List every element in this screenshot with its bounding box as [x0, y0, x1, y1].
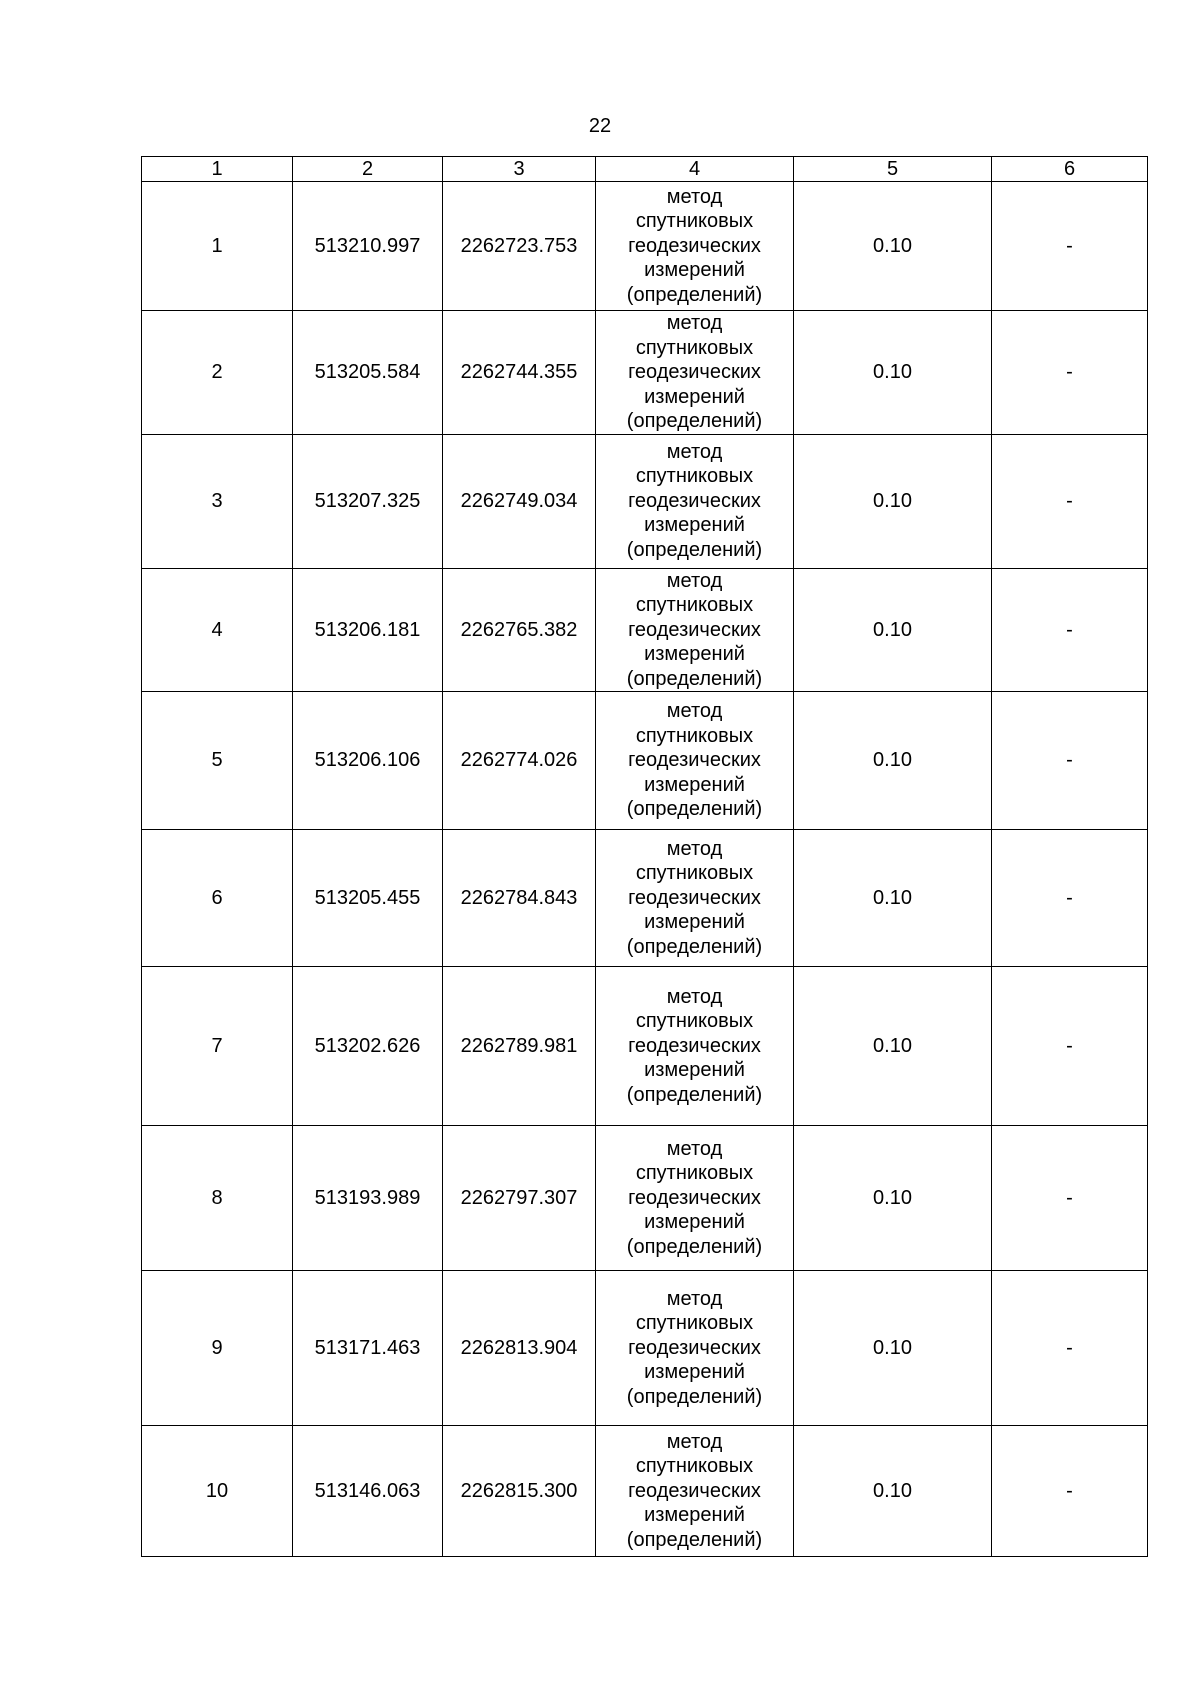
method-line: геодезических	[628, 361, 761, 383]
method-line: измерений	[644, 1504, 745, 1527]
method-cell	[596, 1126, 794, 1271]
coordinate-x-cell: 513146.063	[293, 1426, 443, 1557]
note-cell: -	[992, 692, 1148, 830]
method-line: спутниковых	[635, 1162, 754, 1185]
method-line: (определений)	[626, 283, 763, 306]
method-line: (определений)	[626, 935, 763, 958]
coordinate-y-cell: 2262784.843	[443, 830, 596, 967]
method-line: геодезических	[628, 618, 761, 641]
accuracy-cell: 0.10	[794, 1426, 992, 1557]
point-number-cell: 3	[142, 434, 293, 568]
method-cell	[596, 830, 794, 967]
coordinate-y-cell: 2262813.904	[443, 1271, 596, 1426]
method-line: метод	[666, 569, 723, 592]
coordinate-y-cell: 2262765.382	[443, 568, 596, 692]
method-line: (определений)	[626, 1528, 763, 1551]
method-line: (определений)	[626, 667, 763, 690]
note-cell: -	[992, 434, 1148, 568]
coordinate-x-cell: 513202.626	[293, 967, 443, 1126]
table-row	[142, 1271, 1148, 1426]
method-line: геодезических	[628, 489, 761, 512]
method-line: геодезических	[628, 886, 761, 909]
method-line: измерений	[644, 773, 745, 796]
coordinate-y-cell: 2262797.307	[443, 1126, 596, 1271]
coordinate-y-cell: 2262723.753	[443, 182, 596, 311]
table-row	[142, 182, 1148, 311]
coordinate-y-cell: 2262789.981	[443, 967, 596, 1126]
method-line: метод	[666, 312, 723, 334]
page-number: 22	[588, 115, 612, 137]
method-cell	[596, 434, 794, 568]
point-number-cell: 5	[142, 692, 293, 830]
method-line: метод	[666, 1137, 723, 1160]
method-line: (определений)	[626, 1083, 763, 1106]
point-number-cell: 9	[142, 1271, 293, 1426]
column-header: 2	[293, 157, 443, 182]
method-cell	[596, 1271, 794, 1426]
method-line: геодезических	[628, 1034, 761, 1057]
accuracy-cell: 0.10	[794, 830, 992, 967]
note-cell: -	[992, 1426, 1148, 1557]
method-line: геодезических	[628, 1186, 761, 1209]
method-line: метод	[666, 837, 723, 860]
table-row	[142, 311, 1148, 435]
method-line: (определений)	[626, 1235, 763, 1258]
coordinate-y-cell: 2262774.026	[443, 692, 596, 830]
method-line: спутниковых	[635, 1010, 754, 1033]
method-line: измерений	[644, 514, 745, 537]
method-line: спутниковых	[635, 1312, 754, 1335]
accuracy-cell: 0.10	[794, 1271, 992, 1426]
note-cell: -	[992, 967, 1148, 1126]
method-line: геодезических	[628, 1336, 761, 1359]
column-header: 3	[443, 157, 596, 182]
accuracy-cell: 0.10	[794, 568, 992, 692]
note-cell: -	[992, 311, 1148, 435]
accuracy-cell: 0.10	[794, 434, 992, 568]
column-header: 5	[794, 157, 992, 182]
table-row	[142, 830, 1148, 967]
table-header-row	[142, 157, 1148, 182]
method-line: метод	[666, 1430, 723, 1453]
method-cell	[596, 568, 794, 692]
method-line: измерений	[644, 1059, 745, 1082]
point-number-cell: 6	[142, 830, 293, 967]
table-body	[142, 182, 1148, 1557]
method-line: (определений)	[626, 798, 763, 821]
point-number-cell: 1	[142, 182, 293, 311]
method-line: спутниковых	[635, 862, 754, 885]
note-cell: -	[992, 1271, 1148, 1426]
point-number-cell: 10	[142, 1426, 293, 1557]
coordinates-table	[141, 156, 1148, 1557]
method-cell	[596, 1426, 794, 1557]
method-line: измерений	[644, 911, 745, 934]
accuracy-cell: 0.10	[794, 967, 992, 1126]
coordinate-x-cell: 513171.463	[293, 1271, 443, 1426]
method-line: измерений	[644, 1211, 745, 1234]
accuracy-cell: 0.10	[794, 692, 992, 830]
point-number-cell: 2	[142, 311, 293, 435]
column-header: 1	[142, 157, 293, 182]
method-line: метод	[666, 1287, 723, 1310]
table-row	[142, 1126, 1148, 1271]
method-line: измерений	[644, 385, 745, 408]
method-line: измерений	[644, 259, 745, 282]
table-row	[142, 1426, 1148, 1557]
coordinate-x-cell: 513206.106	[293, 692, 443, 830]
point-number-cell: 7	[142, 967, 293, 1126]
coordinate-x-cell: 513206.181	[293, 568, 443, 692]
note-cell: -	[992, 830, 1148, 967]
accuracy-cell: 0.10	[794, 311, 992, 435]
method-line: геодезических	[628, 234, 761, 257]
coordinate-x-cell: 513193.989	[293, 1126, 443, 1271]
point-number-cell: 8	[142, 1126, 293, 1271]
method-line: спутниковых	[635, 724, 754, 747]
method-line: (определений)	[626, 538, 763, 561]
point-number-cell: 4	[142, 568, 293, 692]
method-line: геодезических	[628, 1479, 761, 1502]
coordinate-x-cell: 513205.455	[293, 830, 443, 967]
coordinate-x-cell: 513210.997	[293, 182, 443, 311]
note-cell: -	[992, 1126, 1148, 1271]
method-line: метод	[666, 440, 723, 463]
column-header: 6	[992, 157, 1148, 182]
method-line: спутниковых	[635, 465, 754, 488]
coordinate-y-cell: 2262749.034	[443, 434, 596, 568]
method-line: метод	[666, 185, 723, 208]
method-cell	[596, 182, 794, 311]
method-line: (определений)	[626, 410, 763, 432]
method-line: измерений	[644, 1361, 745, 1384]
method-cell	[596, 311, 794, 435]
method-cell	[596, 692, 794, 830]
table-row	[142, 692, 1148, 830]
coordinate-x-cell: 513207.325	[293, 434, 443, 568]
coordinate-y-cell: 2262815.300	[443, 1426, 596, 1557]
accuracy-cell: 0.10	[794, 182, 992, 311]
method-line: метод	[666, 700, 723, 723]
method-line: метод	[666, 985, 723, 1008]
method-line: спутниковых	[635, 336, 754, 359]
accuracy-cell: 0.10	[794, 1126, 992, 1271]
method-cell	[596, 967, 794, 1126]
note-cell: -	[992, 182, 1148, 311]
method-line: геодезических	[628, 749, 761, 772]
method-line: (определений)	[626, 1385, 763, 1408]
coordinate-y-cell: 2262744.355	[443, 311, 596, 435]
table-row	[142, 568, 1148, 692]
column-header: 4	[596, 157, 794, 182]
method-line: спутниковых	[635, 1455, 754, 1478]
table-row	[142, 967, 1148, 1126]
method-line: спутниковых	[635, 594, 754, 616]
table-row	[142, 434, 1148, 568]
method-line: измерений	[644, 643, 745, 665]
method-line: спутниковых	[635, 210, 754, 233]
note-cell: -	[992, 568, 1148, 692]
coordinate-x-cell: 513205.584	[293, 311, 443, 435]
